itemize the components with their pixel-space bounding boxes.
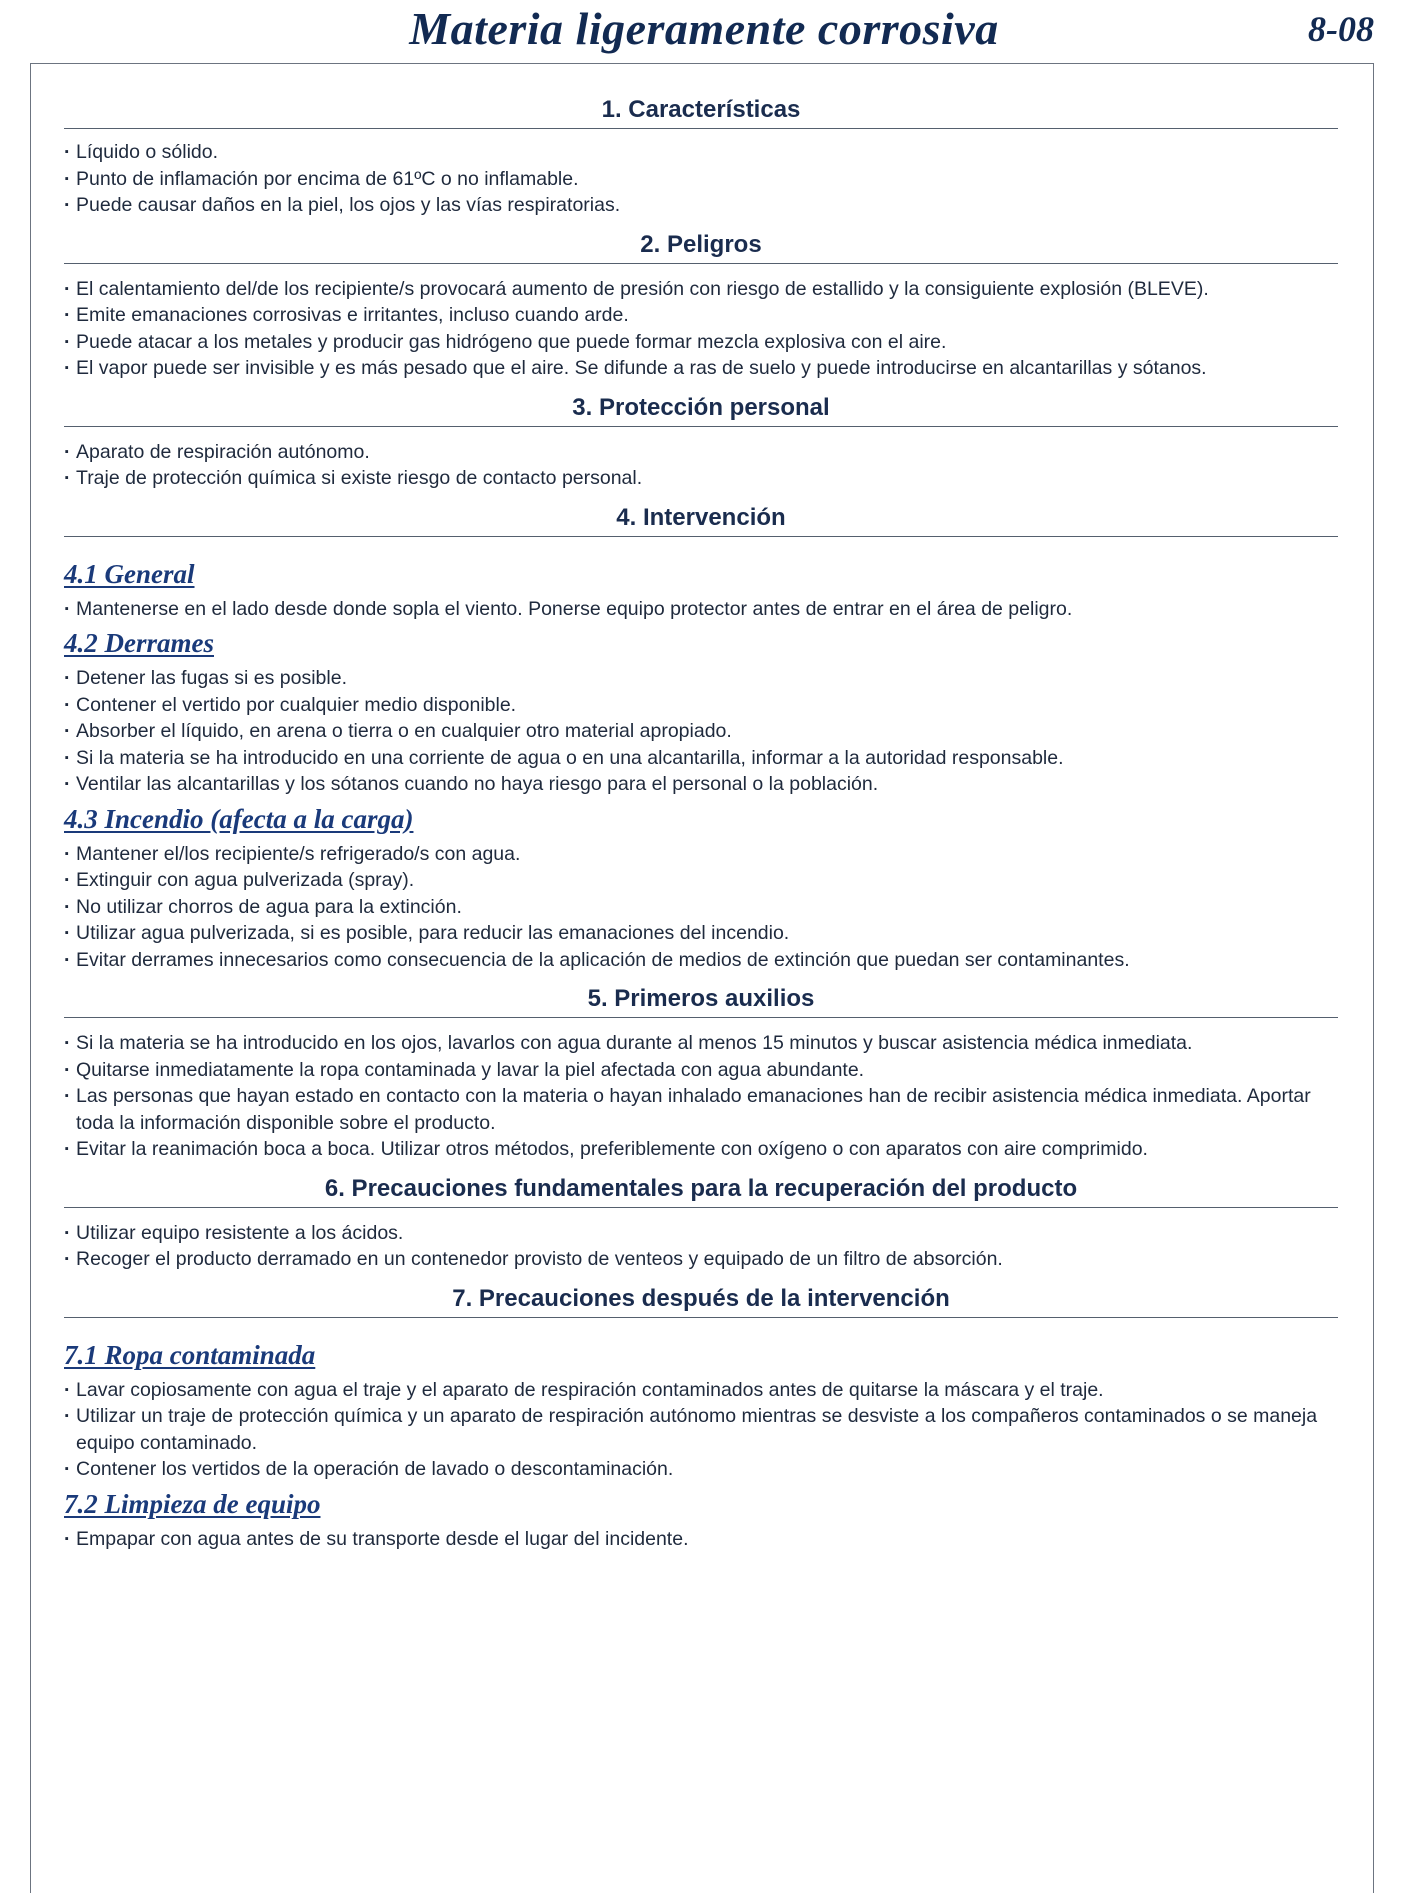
list-item: · Mantenerse en el lado desde donde sopla el viento. Ponerse equipo protector antes de entrar en el área de peligro. [64,596,1338,623]
section-title: 6. Precauciones fundamentales para la recuperación del producto [64,1175,1338,1208]
list-item: · Las personas que hayan estado en contacto con la materia o hayan inhalado emanaciones han de recibir asistencia médica inmediata. Aportar toda la información disponible sobre el producto. [64,1083,1338,1136]
list-item: · Contener el vertido por cualquier medio disponible. [64,692,1338,719]
item-list [64,596,1338,623]
item-list [64,1377,1338,1483]
item-list [64,1220,1338,1273]
section-title: 1. Características [64,96,1338,129]
list-item: · Extinguir con agua pulverizada (spray). [64,867,1338,894]
list-item: · El vapor puede ser invisible y es más pesado que el aire. Se difunde a ras de suelo y puede introducirse en alcantarillas y sótanos. [64,355,1338,382]
subsection-title: 4.2 Derrames [64,628,214,658]
list-item: · No utilizar chorros de agua para la extinción. [64,894,1338,921]
list-item: · Utilizar un traje de protección química y un aparato de respiración autónomo mientras se desviste a los compañeros contaminados o se maneja equipo contaminado. [64,1403,1338,1456]
section-caracteristicas [64,96,1338,219]
list-item: · Mantener el/los recipiente/s refrigerado/s con agua. [64,841,1338,868]
item-list [64,276,1338,382]
subsection-title: 7.1 Ropa contaminada [64,1339,316,1370]
item-list [64,1030,1338,1163]
section-primeros-auxilios [64,985,1338,1163]
list-item: · Utilizar equipo resistente a los ácidos. [64,1220,1338,1247]
list-item: · Absorber el líquido, en arena o tierra o en cualquier otro material apropiado. [64,718,1338,745]
list-item: · Empapar con agua antes de su transporte desde el lugar del incidente. [64,1526,1338,1553]
section-intervencion [64,504,1338,974]
item-list [64,1526,1338,1553]
section-title: 7. Precauciones después de la intervención [64,1285,1338,1318]
list-item: · Líquido o sólido. [64,139,1338,166]
list-item: · Contener los vertidos de la operación de lavado o descontaminación. [64,1456,1338,1483]
list-item: · El calentamiento del/de los recipiente/s provocará aumento de presión con riesgo de estallido y la consiguiente explosión (BLEVE). [64,276,1338,303]
subsection-title: 7.2 Limpieza de equipo [64,1488,321,1519]
list-item: · Puede causar daños en la piel, los ojos y las vías respiratorias. [64,192,1338,219]
list-item: · Lavar copiosamente con agua el traje y el aparato de respiración contaminados antes de quitarse la máscara y el traje. [64,1377,1338,1404]
section-recuperacion-producto [64,1175,1338,1273]
page-code: 8-08 [1308,9,1374,49]
section-title: 2. Peligros [64,231,1338,264]
list-item: · Si la materia se ha introducido en una corriente de agua o en una alcantarilla, informar a la autoridad responsable. [64,745,1338,772]
item-list [64,439,1338,492]
list-item: · Ventilar las alcantarillas y los sótanos cuando no haya riesgo para el personal o la población. [64,771,1338,798]
list-item: · Punto de inflamación por encima de 61ºC o no inflamable. [64,166,1338,193]
list-item: · Detener las fugas si es posible. [64,665,1338,692]
list-item: · Emite emanaciones corrosivas e irritantes, incluso cuando arde. [64,302,1338,329]
document-content [64,96,1338,1552]
section-proteccion-personal [64,394,1338,492]
item-list [64,139,1338,219]
section-despues-intervencion [64,1285,1338,1553]
subsection-title: 4.3 Incendio (afecta a la carga) [64,803,414,834]
subsection-title: 4.1 General [64,558,195,589]
section-title: 3. Protección personal [64,394,1338,427]
list-item: · Utilizar agua pulverizada, si es posible, para reducir las emanaciones del incendio. [64,920,1338,947]
section-title: 4. Intervención [64,504,1338,537]
section-title: 5. Primeros auxilios [64,985,1338,1018]
list-item: · Quitarse inmediatamente la ropa contaminada y lavar la piel afectada con agua abundante. [64,1057,1338,1084]
list-item: · Aparato de respiración autónomo. [64,439,1338,466]
list-item: · Recoger el producto derramado en un contenedor provisto de venteos y equipado de un filtro de absorción. [64,1246,1338,1273]
list-item: · Traje de protección química si existe riesgo de contacto personal. [64,465,1338,492]
section-peligros [64,231,1338,382]
list-item: · Si la materia se ha introducido en los ojos, lavarlos con agua durante al menos 15 minutos y buscar asistencia médica inmediata. [64,1030,1338,1057]
item-list [64,665,1338,798]
item-list [64,841,1338,974]
list-item: · Evitar derrames innecesarios como consecuencia de la aplicación de medios de extinción que puedan ser contaminantes. [64,947,1338,974]
page-title: Materia ligeramente corrosiva [409,3,999,54]
list-item: · Evitar la reanimación boca a boca. Utilizar otros métodos, preferiblemente con oxígeno o con aparatos con aire comprimido. [64,1136,1338,1163]
list-item: · Puede atacar a los metales y producir gas hidrógeno que puede formar mezcla explosiva con el aire. [64,329,1338,356]
